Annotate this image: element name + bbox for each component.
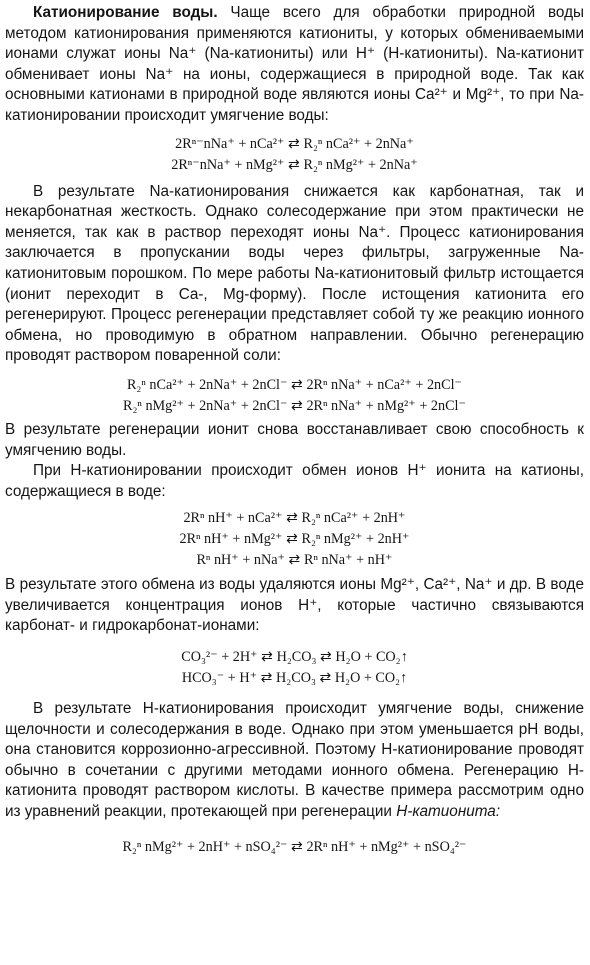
equation: R₂ⁿ nMg²⁺ + 2nH⁺ + nSO₄²⁻ ⇄ 2Rⁿ nH⁺ + nMg²⁺ + nSO₄²⁻ — [122, 838, 467, 855]
equation: 2Rⁿ⁻nNa⁺ + nMg²⁺ ⇄ R₂ⁿ nMg²⁺ + 2nNa⁺ — [171, 156, 418, 173]
paragraph-intro-text: Чаще всего для обработки природной воды методом катионирования применяются катиониты, у которых обмениваемыми ионами служат ионы Na⁺ (Na-катиониты) или H⁺ (H-катиониты). Na-катионит обменивает ионы Na⁺ на ионы, содержащиеся в природной воде. Так как основными катионами в природной воде являются ионы Ca²⁺ и Mg²⁺, то при Na-катионировании происходит умягчение воды: — [5, 4, 584, 124]
paragraph-h-exchange-result: В результате этого обмена из воды удаляются ионы Mg²⁺, Ca²⁺, Na⁺ и др. В воде увеличивается концентрация ионов H⁺, которые частично связываются карбонат- и гидрокарбонат-ионами: — [5, 576, 584, 635]
equation: R₂ⁿ nMg²⁺ + 2nNa⁺ + 2nCl⁻ ⇄ 2Rⁿ nNa⁺ + nMg²⁺ + 2nCl⁻ — [123, 397, 466, 414]
paragraph-h-results-text: В результате H-катионирования происходит умягчение воды, снижение щелочности и солесодержания в воде. Однако при этом уменьшается pH воды, она становится коррозионно-агрессивной. Поэтому H-катионирование проводят обычно в сочетании с другими методами ионного обмена. Регенерацию H-катионита проводят раствором кислоты. В качестве примера рассмотрим одно из уравнений реакции, протекающей при регенерации — [5, 700, 584, 821]
equation-block-na-regeneration — [5, 375, 584, 417]
equation: R₂ⁿ nCa²⁺ + 2nNa⁺ + 2nCl⁻ ⇄ 2Rⁿ nNa⁺ + nCa²⁺ + 2nCl⁻ — [126, 376, 463, 393]
equation-block-h-exchange — [5, 508, 584, 571]
equation: 2Rⁿ nH⁺ + nMg²⁺ ⇄ R₂ⁿ nMg²⁺ + 2nH⁺ — [179, 531, 410, 548]
italic-term: H-катионита: — [396, 803, 501, 821]
equation: HCO₃⁻ + H⁺ ⇄ H₂CO₃ ⇄ H₂O + CO₂↑ — [181, 670, 408, 687]
equation: 2Rⁿ⁻nNa⁺ + nCa²⁺ ⇄ R₂ⁿ nCa²⁺ + 2nNa⁺ — [175, 135, 414, 152]
equation-block-na-softening — [5, 134, 584, 176]
paragraph-regeneration-result: В результате регенерации ионит снова восстанавливает свою способность к умягчению воды. — [5, 420, 584, 459]
equation-block-h-regeneration — [5, 837, 584, 858]
paragraph-h-cationing: При H-катионировании происходит обмен ионов H⁺ ионита на катионы, содержащиеся в воде: — [5, 462, 584, 500]
paragraph-intro — [5, 3, 584, 127]
section-heading: Катионирование воды. — [33, 4, 218, 21]
paragraph-na-results: В результате Na-катионирования снижается как карбонатная, так и некарбонатная жесткость. Однако солесодержание при этом практически не меняется, так как в раствор переходят ионы Na⁺. Процесс катионирования заключается в пропускании воды через фильтры, загруженные Na-катионитовым порошком. По мере работы Na-катионитовый фильтр истощается (ионит переходит в Ca-, Mg-форму). После истощения катионита его регенерируют. Процесс регенерации представляет собой ту же реакцию ионного обмена, но проводимую в обратном направлении. Обычно регенерацию проводят раствором поваренной соли: — [5, 182, 584, 365]
equation: Rⁿ nH⁺ + nNa⁺ ⇄ Rⁿ nNa⁺ + nH⁺ — [196, 552, 393, 569]
equation: CO₃²⁻ + 2H⁺ ⇄ H₂CO₃ ⇄ H₂O + CO₂↑ — [181, 649, 408, 666]
equation: 2Rⁿ nH⁺ + nCa²⁺ ⇄ R₂ⁿ nCa²⁺ + 2nH⁺ — [183, 510, 406, 527]
equation-block-carbonate — [5, 647, 584, 689]
paragraph-h-results — [5, 699, 584, 823]
